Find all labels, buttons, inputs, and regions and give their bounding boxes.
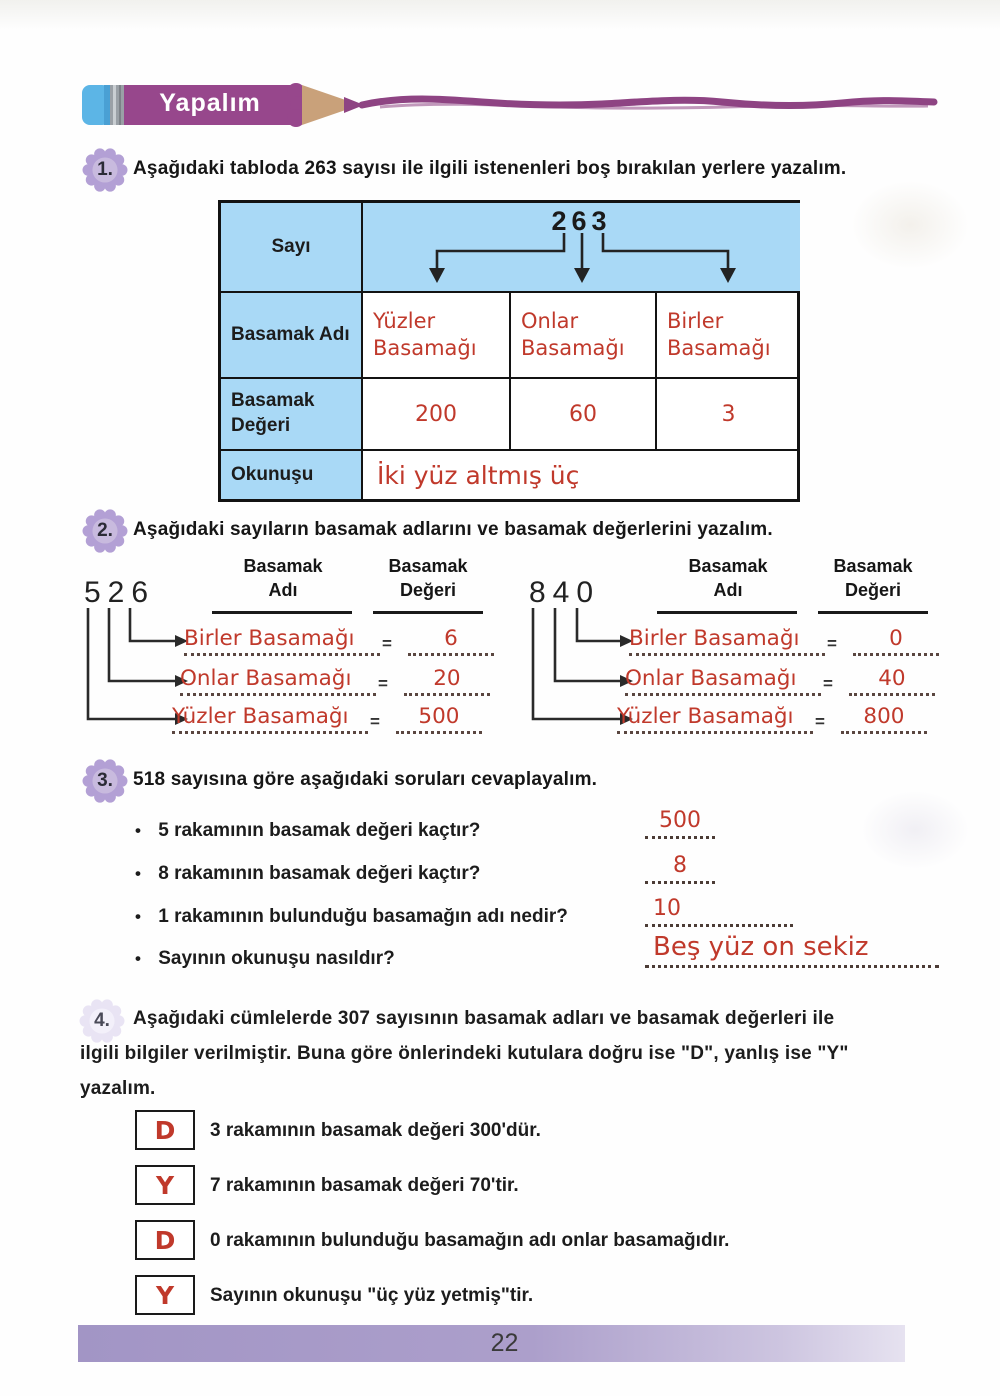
statement-1: 3 rakamının basamak değeri 300'dür. <box>210 1120 541 1141</box>
question-3-item-1: • 5 rakamının basamak değeri kaçtır? <box>135 820 481 841</box>
question-4-text-line-3: yazalım. <box>80 1078 156 1099</box>
table-cell-degeri-3[interactable]: 3 <box>657 379 800 451</box>
question-3-badge <box>82 758 128 804</box>
statement-4: Sayının okunuşu "üç yüz yetmiş"tir. <box>210 1285 534 1306</box>
place-row-onlar-526 <box>180 666 490 696</box>
number-840: 840 <box>529 576 601 609</box>
question-1-badge <box>82 147 128 193</box>
place-row-birler-840 <box>629 626 939 656</box>
place-row-birler-526 <box>184 626 494 656</box>
place-name-answer[interactable]: Birler Basamağı <box>184 626 380 656</box>
table-label-basamak-adi: Basamak Adı <box>221 293 363 379</box>
column-header-basamak-degeri: Basamak Değeri <box>388 556 468 601</box>
table-cell-degeri-200[interactable]: 200 <box>363 379 511 451</box>
number-526: 526 <box>84 576 156 609</box>
header-rule <box>818 611 928 614</box>
place-name-answer[interactable]: Yüzler Basamağı <box>172 704 368 734</box>
place-name-answer[interactable]: Onlar Basamağı <box>625 666 821 696</box>
table-cell-degeri-60[interactable]: 60 <box>511 379 657 451</box>
question-3-number: 3. <box>97 770 113 791</box>
equals-sign: = <box>815 712 825 731</box>
place-name-answer[interactable]: Birler Basamağı <box>629 626 825 656</box>
table-cell-adi-birler[interactable]: Birler Basamağı <box>657 293 800 379</box>
true-false-box-2[interactable]: Y <box>135 1165 195 1205</box>
question-3-text: 518 sayısına göre aşağıdaki soruları cevaplayalım. <box>133 769 598 790</box>
true-false-box-3[interactable]: D <box>135 1220 195 1260</box>
table-label-okunusu: Okunuşu <box>221 451 363 499</box>
statement-3: 0 rakamının bulunduğu basamağın adı onlar basamağıdır. <box>210 1230 730 1251</box>
question-4-text-line-1: Aşağıdaki cümlelerde 307 sayısının basamak adları ve basamak değerleri ile <box>133 1008 835 1029</box>
equals-sign: = <box>370 712 380 731</box>
page-number: 22 <box>490 1329 519 1357</box>
true-false-box-1[interactable]: D <box>135 1110 195 1150</box>
equals-sign: = <box>378 674 388 693</box>
question-3-item-2: • 8 rakamının basamak değeri kaçtır? <box>135 863 481 884</box>
table-label-sayi: Sayı <box>221 203 363 293</box>
question-3-item-4: • Sayının okunuşu nasıldır? <box>135 948 395 969</box>
answer-field-3[interactable]: 10 <box>645 896 793 927</box>
section-title: Yapalım <box>159 89 261 117</box>
answer-field-1[interactable]: 500 <box>645 808 715 839</box>
statement-2: 7 rakamının basamak değeri 70'tir. <box>210 1175 519 1196</box>
column-header-basamak-adi: Basamak Adı <box>243 556 323 601</box>
place-value-answer[interactable]: 20 <box>404 666 490 696</box>
table-cell-adi-onlar[interactable]: Onlar Basamağı <box>511 293 657 379</box>
answer-field-2[interactable]: 8 <box>645 853 715 884</box>
place-row-yuzler-526 <box>172 704 482 734</box>
question-2-number: 2. <box>97 520 113 541</box>
column-header-basamak-adi: Basamak Adı <box>688 556 768 601</box>
question-4-badge <box>79 998 125 1044</box>
pencil-ferrule <box>110 85 124 125</box>
bullet-icon: • <box>135 949 141 968</box>
table-number-263: 263 <box>551 206 612 236</box>
column-header-basamak-degeri: Basamak Değeri <box>833 556 913 601</box>
place-value-answer[interactable]: 800 <box>841 704 927 734</box>
table-cell-adi-yuzler[interactable]: Yüzler Basamağı <box>363 293 511 379</box>
equals-sign: = <box>382 634 392 653</box>
question-4-text-line-2: ilgili bilgiler verilmiştir. Buna göre önlerindeki kutulara doğru ise "D", yanlış ise "Y" <box>80 1043 849 1064</box>
equals-sign: = <box>827 634 837 653</box>
place-name-answer[interactable]: Onlar Basamağı <box>180 666 376 696</box>
section-header-yapalim <box>80 78 945 134</box>
header-rule <box>212 611 352 614</box>
place-value-answer[interactable]: 0 <box>853 626 939 656</box>
bullet-icon: • <box>135 864 141 883</box>
place-value-answer[interactable]: 6 <box>408 626 494 656</box>
true-false-box-4[interactable]: Y <box>135 1275 195 1315</box>
scan-artifact <box>860 790 970 870</box>
table-cell-okunus-value[interactable]: İki yüz altmış üç <box>377 460 580 490</box>
scan-artifact <box>850 180 970 270</box>
header-rule <box>373 611 483 614</box>
equals-sign: = <box>823 674 833 693</box>
question-2-text: Aşağıdaki sayıların basamak adlarını ve basamak değerlerini yazalım. <box>133 519 773 540</box>
place-value-answer[interactable]: 500 <box>396 704 482 734</box>
footer-bar <box>78 1325 905 1362</box>
place-value-table <box>218 200 800 502</box>
answer-field-4[interactable]: Beş yüz on sekiz <box>645 932 939 968</box>
table-label-basamak-degeri: Basamak Değeri <box>221 379 363 451</box>
question-3-item-3: • 1 rakamının bulunduğu basamağın adı nedir? <box>135 906 568 927</box>
scan-edge-shading <box>0 0 1000 30</box>
place-row-onlar-840 <box>625 666 935 696</box>
question-1-text: Aşağıdaki tabloda 263 sayısı ile ilgili istenenleri boş bırakılan yerlere yazalım. <box>133 158 847 179</box>
place-row-yuzler-840 <box>617 704 927 734</box>
bullet-icon: • <box>135 821 141 840</box>
header-rule <box>657 611 797 614</box>
question-4-number: 4. <box>94 1010 110 1031</box>
place-name-answer[interactable]: Yüzler Basamağı <box>617 704 813 734</box>
table-number-cell <box>363 203 800 293</box>
bullet-icon: • <box>135 907 141 926</box>
place-value-answer[interactable]: 40 <box>849 666 935 696</box>
question-2-badge <box>82 508 128 554</box>
question-1-number: 1. <box>97 159 113 180</box>
digit-arrows-icon <box>363 203 800 291</box>
